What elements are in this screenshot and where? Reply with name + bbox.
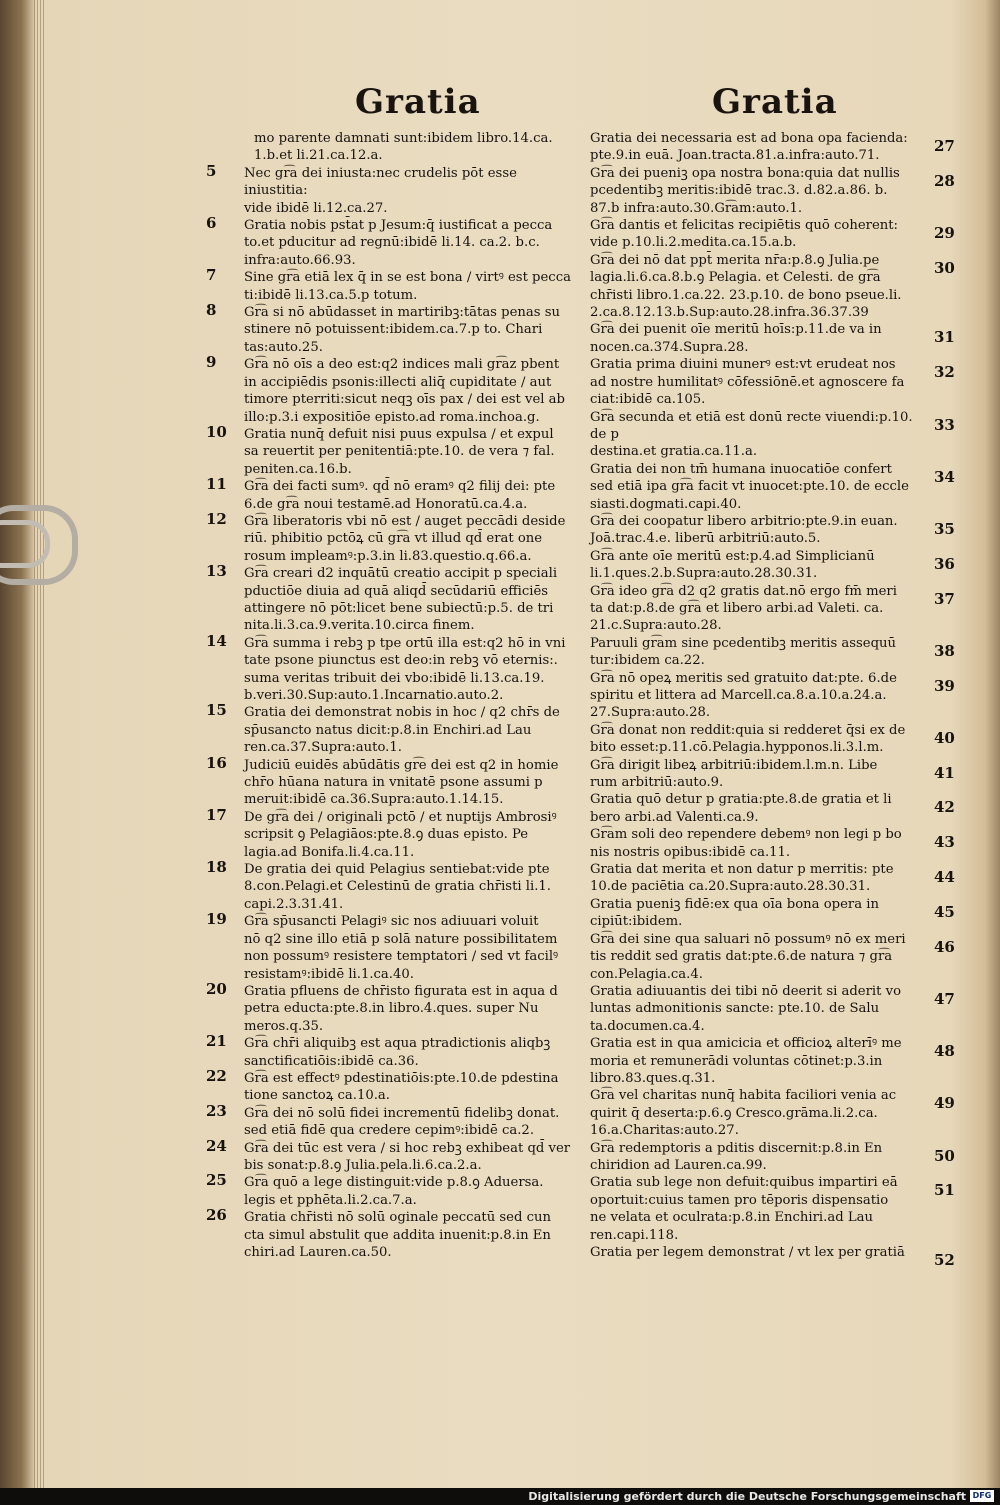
entry-number: 8 <box>206 301 217 320</box>
entry-number: 5 <box>206 161 217 180</box>
entry-number: 33 <box>934 415 955 434</box>
entry-text: Gratia dei demonstrat nobis in hoc / q2 chr̄s de sp̄usancto natus dicit:p.8.in Enchiri.ad Lau ren.ca.37.Supra:auto.1. <box>244 705 560 756</box>
entry-text: Gr͡a ideo gr͡a d2 q2 gratis dat.nō ergo fm̄ meri ta dat:p.8.de gr͡a et libero arbi.ad Valeti. ca. 21.c.Supra:auto.28. <box>590 583 897 634</box>
entry-number: 10 <box>206 422 227 441</box>
entry-text: Paruuli gr͡am sine pcedentibꝫ meritis assequū tur:ibidem ca.22. <box>590 635 897 669</box>
index-entry <box>206 1136 574 1175</box>
entry-number: 27 <box>934 137 955 155</box>
entry-text: Gr͡a sp̄usancti Pelagiꝰ sic nos adiuuari voluit nō q2 sine illo etiā p solā nature possibilitatem non possumꝰ resistere temptatori / sed vt facilꝰ resistamꝰ:ibidē li.1.ca.40. <box>244 914 559 982</box>
entry-text: Gr͡a creari d2 inquātū creatio accipit p speciali pductiōe diuia ad quā aliqd̄ secūdariū efficiēs attingere nō pōt:licet bene subiectū:p.5. de tri nita.li.3.ca.9.verita.10.circa finem. <box>244 566 558 634</box>
index-entry <box>590 321 955 356</box>
index-entry <box>590 513 955 548</box>
index-entry <box>590 409 955 461</box>
entry-text: Gr͡a nō opeꝝ meritis sed gratuito dat:pte. 6.de spiritu et littera ad Marcell.ca.8.a.10.a.24.a. 27.Supra:auto.28. <box>590 670 897 721</box>
index-entry <box>206 509 574 565</box>
index-entry <box>590 931 955 983</box>
index-entry <box>590 1174 955 1244</box>
index-entry <box>590 1087 955 1139</box>
index-entry <box>590 896 955 931</box>
entry-number: 43 <box>934 833 955 852</box>
entry-number: 31 <box>934 328 955 347</box>
entry-text: Gr͡a dei facti sumꝰ. qd̄ nō eramꝰ q2 filij dei: pte 6.de gr͡a noui testamē.ad Honoratū.ca.4.a. <box>244 479 556 512</box>
entry-number: 11 <box>206 475 227 494</box>
left-column <box>208 130 574 1261</box>
entry-number: 50 <box>934 1146 955 1165</box>
entry-number: 12 <box>206 509 227 528</box>
entry-number: 45 <box>934 902 955 921</box>
entry-text: Gr͡a secunda et etiā est donū recte viuendi:p.10. de p destina.et gratia.ca.11.a. <box>590 409 913 460</box>
left-entry-list <box>206 161 574 1262</box>
running-header-right: Gratia <box>712 82 838 122</box>
entry-number: 32 <box>934 363 955 382</box>
running-header-left: Gratia <box>355 82 481 122</box>
entry-text: Gratia dat merita et non datur p merritis: pte 10.de paciētia ca.20.Supra:auto.28.30.31. <box>590 862 894 895</box>
entry-number: 41 <box>934 763 955 782</box>
right-entry-list <box>590 130 955 1269</box>
entry-number: 51 <box>934 1181 955 1200</box>
entry-text: Gratia per legem demonstrat / vt lex per gratiā <box>590 1245 905 1260</box>
entry-number: 37 <box>934 589 955 608</box>
index-entry <box>590 461 955 513</box>
entry-text: mo parente damnati sunt:ibidem libro.14.ca. 1.b.et li.21.ca.12.a. <box>254 131 553 164</box>
entry-text: De gratia dei quid Pelagius sentiebat:vide pte 8.con.Pelagi.et Celestinū de gratia chr̄isti li.1. capi.2.3.31.41. <box>244 862 551 912</box>
index-entry <box>590 252 955 322</box>
entry-number: 16 <box>206 753 227 772</box>
index-entry <box>206 1066 574 1105</box>
entry-continuation <box>208 130 574 165</box>
index-entry <box>590 548 955 583</box>
index-entry <box>206 301 574 356</box>
entry-text: Gr͡a liberatoris vbi nō est / auget peccādi deside riū. phibitio pctōꝝ cū gr͡a vt illud qd̄ erat one rosum impleamꝰ:p.3.in li.83.questio.q.66.a. <box>244 513 566 564</box>
entry-text: Gratia adiuuantis dei tibi nō deerit si aderit vo luntas admonitionis sancte: pte.10. de Salu ta.documen.ca.4. <box>590 983 902 1034</box>
book-binding <box>0 0 36 1488</box>
index-entry <box>206 631 574 705</box>
entry-number: 30 <box>934 258 955 277</box>
entry-text: Sine gr͡a etiā lex q̄ in se est bona / virtꝰ est pecca ti:ibidē li.13.ca.5.p totum. <box>244 270 571 303</box>
index-entry <box>206 1032 574 1070</box>
index-entry <box>206 214 574 269</box>
entry-text: Gr͡a summa i rebꝫ p tpe ortū illa est:q2 hō in vni tate psone piunctus est deo:in rebꝫ vō eternis:. suma veritas tribuit dei vbo:ibidē li.13.ca.19. b.veri.30.Sup:auto.1.Incarnatio.auto.2. <box>244 635 566 703</box>
entry-text: Gr͡a dei pueniꝫ opa nostra bona:quia dat nullis pcedentibꝫ meritis:ibidē trac.3. d.82.a.86. b. 87.b infra:auto.30.Gr͡am:auto.1. <box>590 165 900 216</box>
entry-text: Nec gr͡a dei iniusta:nec crudelis pōt esse iniustitia: vide ibidē li.12.ca.27. <box>244 165 517 216</box>
entry-number: 19 <box>206 910 227 929</box>
index-entry <box>206 161 574 217</box>
entry-number: 35 <box>934 519 955 538</box>
index-entry <box>590 791 955 826</box>
entry-text: Gr͡a dei coopatur libero arbitrio:pte.9.in euan. Joā.trac.4.e. liberū arbitriū:auto.5. <box>590 513 898 547</box>
entry-number: 7 <box>206 266 217 285</box>
entry-number: 24 <box>206 1136 227 1155</box>
index-entry <box>590 217 955 252</box>
entry-number: 49 <box>934 1094 955 1113</box>
index-entry <box>590 635 955 670</box>
entry-text: Gr͡a dei nō solū fidei incrementū fidelibꝫ donat. sed etiā fidē qua credere cepimꝰ:ibidē ca.2. <box>244 1105 560 1139</box>
index-entry <box>590 826 955 861</box>
entry-number: 46 <box>934 937 955 956</box>
entry-number: 15 <box>206 701 227 720</box>
entry-number: 47 <box>934 989 955 1008</box>
entry-text: Gratia nunq̄ defuit nisi puus expulsa / et expul sa reuertit per penitentiā:pte.10. de vera ⁊ fal. peniten.ca.16.b. <box>244 426 555 477</box>
entry-text: Gr͡a dei puenit oīe meritū hoīs:p.11.de va in nocen.ca.374.Supra.28. <box>590 322 882 355</box>
entry-number: 29 <box>934 224 955 243</box>
entry-number: 28 <box>934 171 955 190</box>
index-entry <box>206 858 574 913</box>
entry-text: Gr͡a ante oīe meritū est:p.4.ad Simplicianū li.1.ques.2.b.Supra:auto.28.30.31. <box>590 548 875 582</box>
entry-number: 6 <box>206 214 217 233</box>
entry-text: Gratia sub lege non defuit:quibus impartiri eā oportuit:cuius tamen pro tēporis dispensatio ne velata et oculrata:p.8.in Enchiri.ad Lau ren.capi.118. <box>590 1175 898 1243</box>
entry-number: 40 <box>934 728 955 747</box>
entry-text: Gr͡am soli deo rependere debemꝰ non legi p bo nis nostris opibus:ibidē ca.11. <box>590 827 902 860</box>
entry-text: Gr͡a donat non reddit:quia si redderet q̄si ex de bito esset:p.11.cō.Pelagia.hypponos.li.3.l.m. <box>590 722 906 756</box>
entry-text: Gr͡a dirigit libeꝝ arbitriū:ibidem.l.m.n. Libe rum arbitriū:auto.9. <box>590 757 878 791</box>
index-entry <box>206 353 574 426</box>
entry-number: 52 <box>934 1251 955 1269</box>
entry-text: Gr͡a est effectꝰ pdestinatiōis:pte.10.de pdestina tione sanctoꝝ ca.10.a. <box>244 1070 559 1104</box>
entry-number: 25 <box>206 1171 227 1190</box>
index-entry <box>590 356 955 408</box>
index-entry <box>590 861 955 896</box>
entry-number: 14 <box>206 631 227 650</box>
entry-number: 22 <box>206 1066 227 1085</box>
entry-text: Gr͡a redemptoris a pditis discernit:p.8.in En chiridion ad Lauren.ca.99. <box>590 1140 883 1173</box>
right-column <box>590 130 955 1269</box>
page-edges <box>34 0 44 1488</box>
index-entry <box>206 422 574 478</box>
entry-number: 38 <box>934 641 955 660</box>
entry-number: 26 <box>206 1206 227 1225</box>
entry-number: 20 <box>206 979 227 998</box>
entry-number: 13 <box>206 562 227 581</box>
entry-text: Gratia prima diuini munerꝰ est:vt erudeat nos ad nostre humilitatꝰ cōfessiōnē.et agnoscere fa ciat:ibidē ca.105. <box>590 357 905 408</box>
dfg-logo-icon: DFG <box>970 1490 994 1502</box>
entry-text: Gr͡a dei tūc est vera / si hoc rebꝫ exhibeat qd̄ ver bis sonat:p.8.ꝯ Julia.pela.li.6.ca.2.a. <box>244 1140 571 1173</box>
entry-text: Gr͡a quō a lege distinguit:vide p.8.ꝯ Aduersa. legis et pphēta.li.2.ca.7.a. <box>244 1175 544 1208</box>
entry-number: 23 <box>206 1101 227 1120</box>
index-entry <box>206 753 574 809</box>
index-entry <box>590 130 955 165</box>
index-entry <box>590 722 955 757</box>
entry-text: Judiciū euidēs abūdātis gr͡e dei est q2 in homie chr̄o hūana natura in vnitatē psone assumi p meruit:ibidē ca.36.Supra:auto.1.14.15. <box>244 757 559 808</box>
index-entry <box>206 805 574 861</box>
entry-text: Gratia pueniꝫ fidē:ex qua oīa bona opera in cipiūt:ibidem. <box>590 896 879 930</box>
entry-text: Gratia dei necessaria est ad bona opa facienda: pte.9.in euā. Joan.tracta.81.a.infra:auto.71. <box>590 131 908 164</box>
entry-text: Gr͡a si nō abūdasset in martiribꝫ:tātas penas su stinere nō potuissent:ibidem.ca.7.p to. Chari tas:auto.25. <box>244 305 560 355</box>
entry-number: 34 <box>934 467 955 486</box>
index-entry <box>206 1171 574 1209</box>
index-entry <box>590 583 955 635</box>
entry-text: Gratia nobis pst̄at p Jesum:q̄ iustificat a pecca to.et pducitur ad regnū:ibidē li.14. ca.2. b.c. infra:auto.66.93. <box>244 218 553 268</box>
entry-text: De gr͡a dei / originali pctō / et nuptijs Ambrosiꝰ scripsit ꝯ Pelagiāos:pte.8.ꝯ duas episto. Pe lagia.ad Bonifa.li.4.ca.11. <box>244 809 557 860</box>
index-entry <box>590 1140 955 1175</box>
entry-text: Gr͡a nō oīs a deo est:q2 indices mali gr͡az pbent in accipiēdis psonis:illecti aliq̄ cupiditate / aut timore pterriti:sicut neqꝫ oīs pax / dei est vel ab illo:p.3.i expositiōe episto.ad roma.inchoa.g. <box>244 357 565 425</box>
entry-text: Gr͡a vel charitas nunq̄ habita faciliori venia ac quirit q̄ deserta:p.6.ꝯ Cresco.grāma.li.2.ca. 16.a.Charitas:auto.27. <box>590 1088 897 1139</box>
index-entry <box>206 475 574 513</box>
entry-text: Gratia est in qua amicicia et officioꝝ alterīꝰ me moria et remunerādi voluntas cōtinet:p.3.in libro.83.ques.q.31. <box>590 1036 902 1086</box>
index-entry <box>206 1101 574 1140</box>
paper-clip-inner-icon <box>0 520 50 568</box>
entry-text: Gratia dei non tm̄ humana inuocatiōe confert sed etiā ipa gr͡a facit vt inuocet:pte.10. de eccle siasti.dogmati.capi.40. <box>590 461 909 512</box>
entry-text: Gr͡a dantis et felicitas recipiētis quō coherent: vide p.10.li.2.medita.ca.15.a.b. <box>590 218 898 251</box>
entry-number: 48 <box>934 1042 955 1061</box>
index-entry <box>590 1035 955 1087</box>
entry-number: 9 <box>206 353 217 372</box>
entry-number: 42 <box>934 798 955 817</box>
index-entry <box>206 701 574 756</box>
index-entry <box>590 983 955 1035</box>
footer-credit: Digitalisierung gefördert durch die Deutsche Forschungsgemeinschaft <box>528 1490 966 1503</box>
index-entry <box>206 1206 574 1261</box>
index-entry <box>206 266 574 304</box>
entry-number: 44 <box>934 868 955 887</box>
entry-number: 36 <box>934 554 955 573</box>
entry-number: 17 <box>206 805 227 824</box>
entry-number: 21 <box>206 1032 227 1051</box>
index-entry <box>590 670 955 722</box>
entry-text: Gr͡a chr̄i aliquibꝫ est aqua ptradictionis aliqbꝫ sanctificatiōis:ibidē ca.36. <box>244 1036 551 1069</box>
index-entry <box>206 979 574 1035</box>
index-entry <box>590 1244 955 1269</box>
entry-text: Gr͡a dei nō dat ppt̄ merita nr̄a:p.8.ꝯ Julia.pe lagia.li.6.ca.8.b.ꝯ Pelagia. et Celesti. de gr͡a chr̄isti libro.1.ca.22. 23.p.10. de bono pseue.li. 2.ca.8.12.13.b.Sup:auto.28.infra.36.37.39 <box>590 252 902 321</box>
entry-text: Gratia pfluens de chr̄isto figurata est in aqua d petra educta:pte.8.in libro.4.ques. super Nu meros.q.35. <box>244 983 558 1034</box>
entry-number: 39 <box>934 676 955 695</box>
index-entry <box>206 562 574 635</box>
entry-text: Gratia quō detur p gratia:pte.8.de gratia et li bero arbi.ad Valenti.ca.9. <box>590 792 892 825</box>
index-entry <box>590 165 955 217</box>
entry-text: Gr͡a dei sine qua saluari nō possumꝰ nō ex meri tis reddit sed gratis dat:pte.6.de natura ⁊ gr͡a con.Pelagia.ca.4. <box>590 931 906 982</box>
entry-number: 18 <box>206 858 227 877</box>
index-entry <box>590 757 955 792</box>
entry-text: Gratia chr̄isti nō solū oginale peccatū sed cun cta simul abstulit que addita inuenit:p.8.in En chiri.ad Lauren.ca.50. <box>244 1210 551 1260</box>
index-entry <box>206 910 574 983</box>
